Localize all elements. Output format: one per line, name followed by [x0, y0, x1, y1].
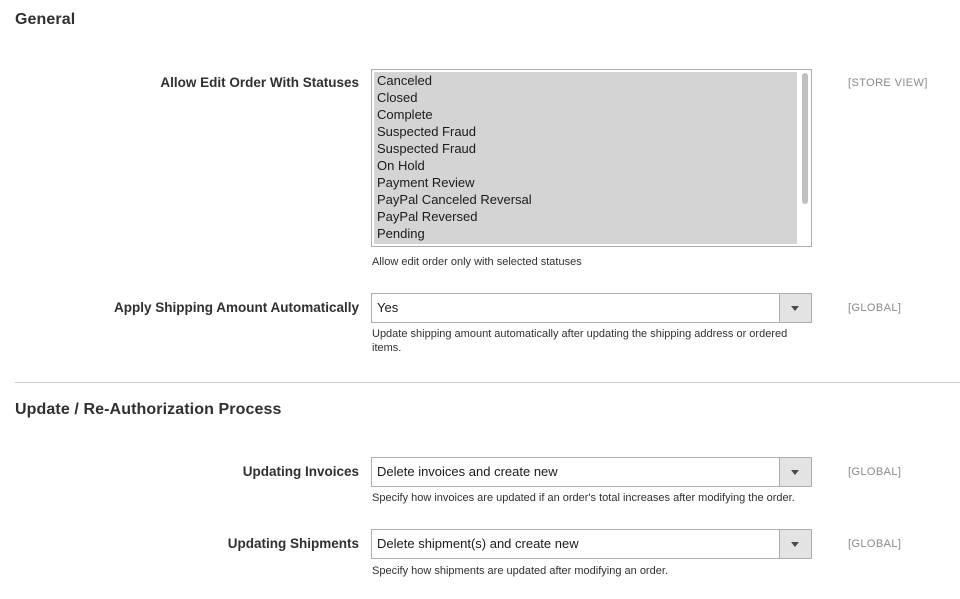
updating-shipments-scope: [GLOBAL]	[848, 538, 902, 550]
chevron-down-icon	[791, 306, 799, 311]
allow-edit-scope: [STORE VIEW]	[848, 77, 928, 89]
updating-invoices-note: Specify how invoices are updated if an order's total increases after modifying the order.	[372, 492, 795, 504]
section-title-reauth[interactable]: Update / Re-Authorization Process	[15, 401, 282, 418]
shipping-amount-scope: [GLOBAL]	[848, 302, 902, 314]
status-option[interactable]: PayPal Canceled Reversal	[377, 192, 532, 207]
updating-shipments-value: Delete shipment(s) and create new	[377, 536, 579, 551]
status-option[interactable]: PayPal Reversed	[377, 209, 478, 224]
shipping-amount-dropdown-toggle[interactable]	[779, 294, 811, 322]
status-option[interactable]: Complete	[377, 107, 433, 122]
allow-edit-label: Allow Edit Order With Statuses	[160, 75, 359, 90]
updating-invoices-label: Updating Invoices	[242, 464, 359, 479]
status-option[interactable]: Closed	[377, 90, 418, 105]
status-option[interactable]: Suspected Fraud	[377, 141, 477, 156]
updating-invoices-select[interactable]	[371, 457, 812, 487]
shipping-amount-select[interactable]	[371, 293, 812, 323]
section-title-general[interactable]: General	[15, 11, 76, 28]
status-option[interactable]: Payment Review	[377, 175, 475, 190]
updating-invoices-dropdown-toggle[interactable]	[779, 458, 811, 486]
updating-invoices-value: Delete invoices and create new	[377, 464, 558, 479]
shipping-amount-note: Update shipping amount automatically after updating the shipping address or ordered items.	[372, 328, 788, 354]
status-option[interactable]: Pending	[377, 226, 425, 241]
shipping-amount-value: Yes	[377, 300, 399, 315]
shipping-amount-label: Apply Shipping Amount Automatically	[114, 300, 359, 315]
section-divider	[15, 382, 960, 383]
updating-shipments-dropdown-toggle[interactable]	[779, 530, 811, 558]
multiselect-scroll-thumb[interactable]	[802, 73, 808, 204]
status-option[interactable]: On Hold	[377, 158, 425, 173]
status-option[interactable]: Canceled	[377, 73, 432, 88]
status-option[interactable]: Suspected Fraud	[377, 124, 477, 139]
allow-edit-note: Allow edit order only with selected statuses	[372, 256, 582, 268]
chevron-down-icon	[791, 470, 799, 475]
allow-edit-multiselect[interactable]	[371, 69, 812, 247]
updating-shipments-select[interactable]	[371, 529, 812, 559]
allow-edit-options-list[interactable]	[374, 72, 797, 244]
chevron-down-icon	[791, 542, 799, 547]
updating-shipments-label: Updating Shipments	[227, 536, 359, 551]
updating-shipments-note: Specify how shipments are updated after modifying an order.	[372, 565, 668, 577]
updating-invoices-scope: [GLOBAL]	[848, 466, 902, 478]
